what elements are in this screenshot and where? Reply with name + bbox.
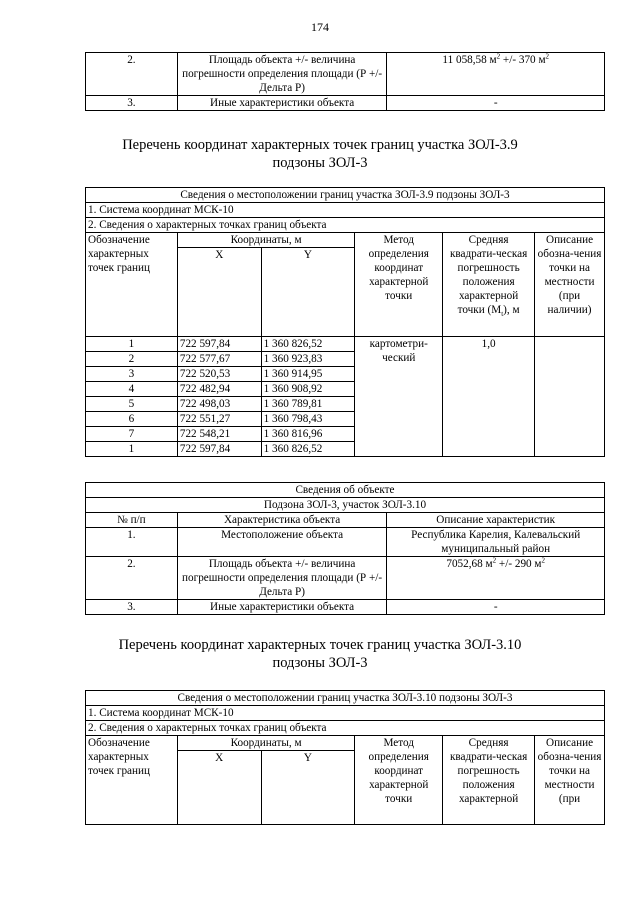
table-title: Сведения о местоположении границ участка ЗОЛ-3.9 подзоны ЗОЛ-3 (86, 188, 605, 203)
characteristic-name: Иные характеристики объекта (177, 600, 387, 615)
table-row (86, 337, 605, 352)
points-info: 2. Сведения о характерных точках границ объекта (86, 218, 605, 233)
row-number: 3. (86, 600, 178, 615)
header-description: Описание характеристик (387, 513, 605, 528)
point-x: 722 551,27 (177, 412, 261, 427)
header-coordinates: Координаты, м (177, 736, 354, 751)
row-number: 2. (86, 557, 178, 600)
coordinates-table-zol-3-9 (85, 187, 605, 457)
header-designation: Обозначение характерных точек границ (86, 736, 178, 825)
table-title: Сведения о местоположении границ участка ЗОЛ-3.10 подзоны ЗОЛ-3 (86, 691, 605, 706)
header-method: Метод определения координат характерной точки (355, 233, 443, 337)
point-number: 1 (86, 337, 178, 352)
characteristic-name: Площадь объекта +/- величина погрешности определения площади (Р +/- Дельта Р) (177, 53, 387, 96)
header-x: X (177, 751, 261, 825)
table-row (86, 600, 605, 615)
point-x: 722 597,84 (177, 442, 261, 457)
heading-line: подзоны ЗОЛ-3 (272, 155, 368, 171)
point-x: 722 498,03 (177, 397, 261, 412)
section-heading-zol-3-9 (0, 136, 640, 172)
point-x: 722 597,84 (177, 337, 261, 352)
object-characteristics-continued-table (85, 52, 605, 111)
header-characteristic: Характеристика объекта (177, 513, 387, 528)
table-row (86, 53, 605, 96)
point-y: 1 360 826,52 (261, 442, 355, 457)
header-description: Описание обозна-чения точки на местности (при (535, 736, 605, 825)
characteristic-value: - (387, 600, 605, 615)
point-y: 1 360 798,43 (261, 412, 355, 427)
header-number: № п/п (86, 513, 178, 528)
point-x: 722 520,53 (177, 367, 261, 382)
header-accuracy: Средняя квадрати-ческая погрешность положения характерной (443, 736, 535, 825)
point-y: 1 360 923,83 (261, 352, 355, 367)
header-designation: Обозначение характерных точек границ (86, 233, 178, 337)
coordinate-system: 1. Система координат МСК-10 (86, 706, 605, 721)
points-info: 2. Сведения о характерных точках границ объекта (86, 721, 605, 736)
header-x: X (177, 248, 261, 337)
table-subtitle: Подзона ЗОЛ-3, участок ЗОЛ-3.10 (86, 498, 605, 513)
table-row (86, 528, 605, 557)
characteristic-value: 7052,68 $м^2$ +/- 290 $м^2$ (387, 557, 605, 600)
section-heading-zol-3-10 (0, 636, 640, 672)
row-number: 3. (86, 96, 178, 111)
characteristic-name: Иные характеристики объекта (177, 96, 387, 111)
header-y: Y (261, 248, 355, 337)
point-method: картометри-ческий (355, 337, 443, 457)
object-info-table-zol-3-10 (85, 482, 605, 615)
heading-line: Перечень координат характерных точек границ участка ЗОЛ-3.9 (122, 137, 518, 153)
characteristic-value: Республика Карелия, Калевальский муниципальный район (387, 528, 605, 557)
point-number: 3 (86, 367, 178, 382)
point-number: 7 (86, 427, 178, 442)
point-x: 722 548,21 (177, 427, 261, 442)
characteristic-name: Местоположение объекта (177, 528, 387, 557)
point-x: 722 577,67 (177, 352, 261, 367)
point-accuracy: 1,0 (443, 337, 535, 457)
point-number: 2 (86, 352, 178, 367)
header-accuracy: Средняя квадрати-ческая погрешность положения характерной точки $(M_t)$, м (443, 233, 535, 337)
table-row (86, 96, 605, 111)
point-y: 1 360 826,52 (261, 337, 355, 352)
point-description (535, 337, 605, 457)
point-number: 1 (86, 442, 178, 457)
table-row (86, 557, 605, 600)
point-y: 1 360 908,92 (261, 382, 355, 397)
header-y: Y (261, 751, 355, 825)
characteristic-value: 11 058,58 $м^2$ +/- 370 $м^2$ (387, 53, 605, 96)
page-number: 174 (311, 20, 329, 34)
coordinates-table-zol-3-10 (85, 690, 605, 825)
characteristic-value: - (387, 96, 605, 111)
point-y: 1 360 816,96 (261, 427, 355, 442)
header-description: Описание обозна-чения точки на местности (при наличии) (535, 233, 605, 337)
point-number: 5 (86, 397, 178, 412)
point-x: 722 482,94 (177, 382, 261, 397)
point-number: 6 (86, 412, 178, 427)
coordinate-system: 1. Система координат МСК-10 (86, 203, 605, 218)
row-number: 2. (86, 53, 178, 96)
point-y: 1 360 914,95 (261, 367, 355, 382)
header-method: Метод определения координат характерной точки (355, 736, 443, 825)
heading-line: Перечень координат характерных точек границ участка ЗОЛ-3.10 (118, 637, 522, 653)
characteristic-name: Площадь объекта +/- величина погрешности определения площади (Р +/- Дельта Р) (177, 557, 387, 600)
point-number: 4 (86, 382, 178, 397)
heading-line: подзоны ЗОЛ-3 (272, 655, 368, 671)
point-y: 1 360 789,81 (261, 397, 355, 412)
header-coordinates: Координаты, м (177, 233, 354, 248)
row-number: 1. (86, 528, 178, 557)
table-title: Сведения об объекте (86, 483, 605, 498)
